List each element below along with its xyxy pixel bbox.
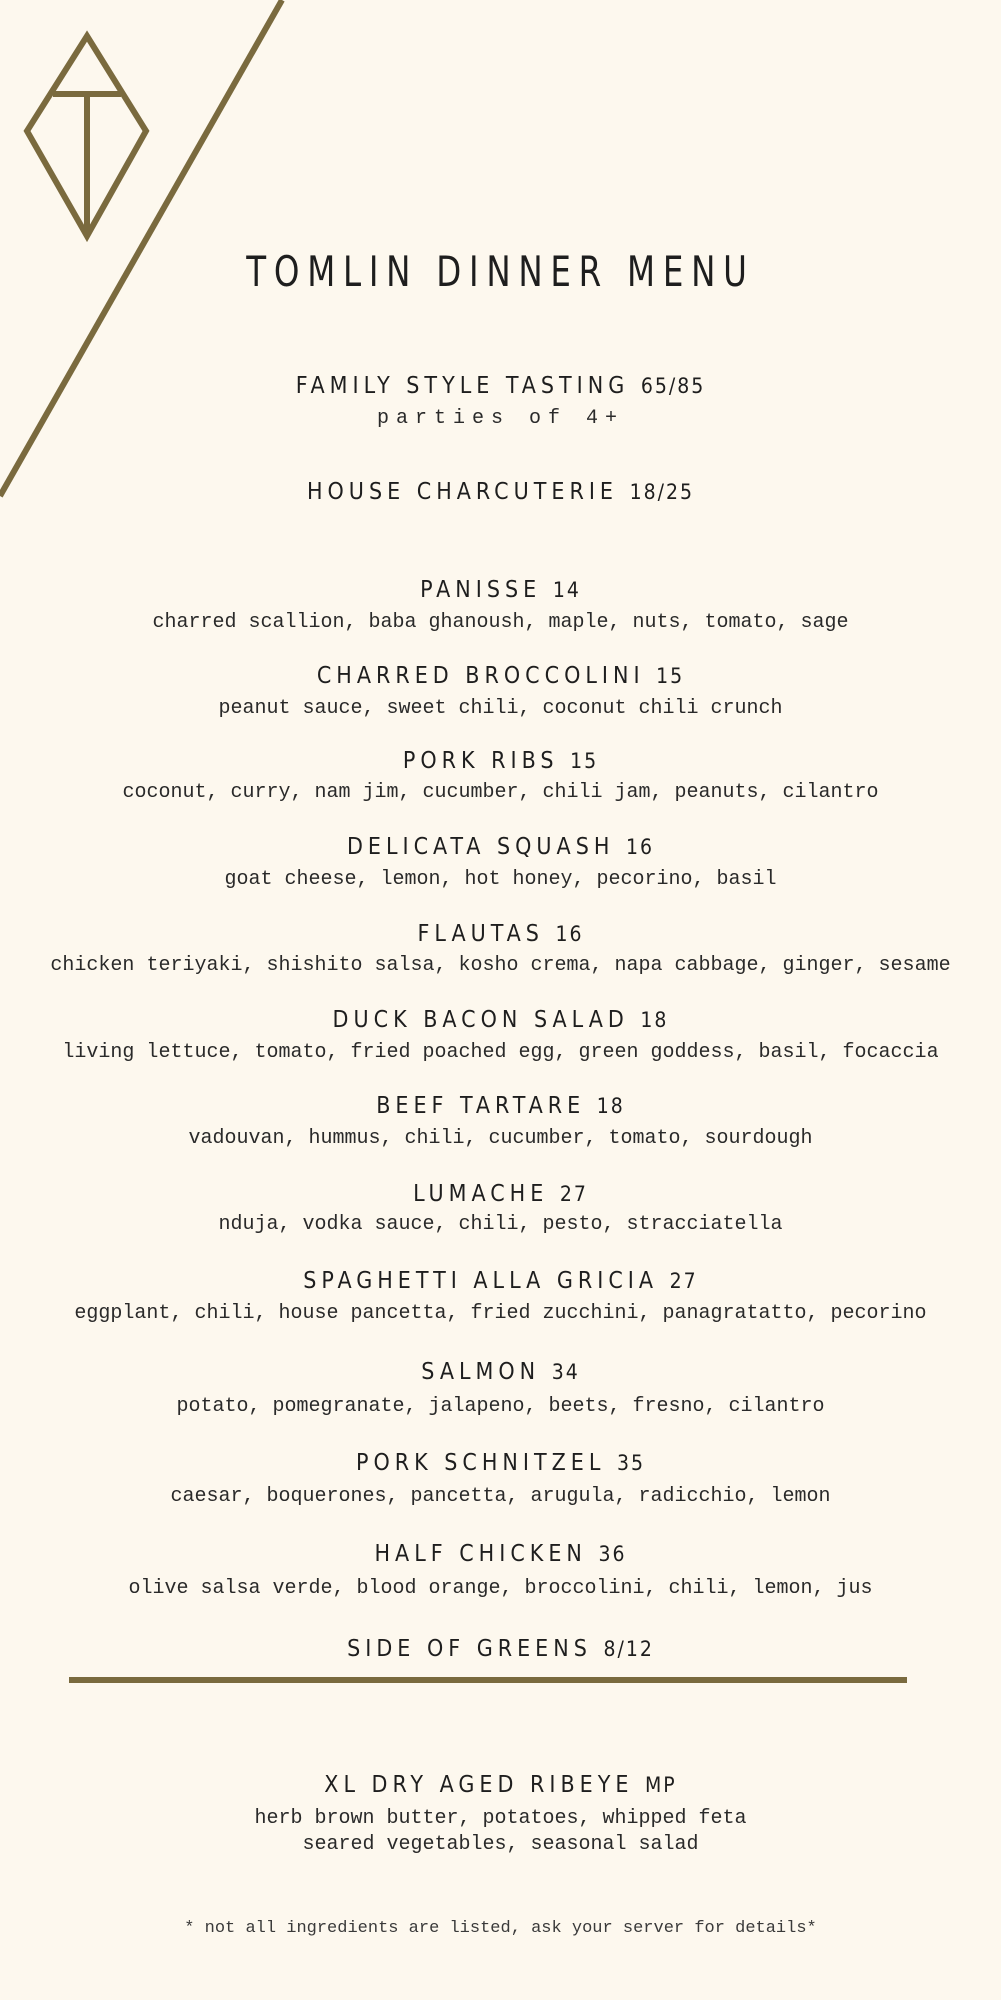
item-name: FLAUTAS [417, 921, 544, 947]
item-name: DELICATA SQUASH [346, 834, 615, 860]
item-description: charred scallion, baba ghanoush, maple, nuts, tomato, sage [152, 611, 849, 634]
item-price: 18 [596, 1094, 625, 1118]
item-name: HALF CHICKEN [374, 1541, 587, 1567]
menu-section-heading [0, 371, 1001, 401]
item-name: SALMON [421, 1359, 541, 1385]
item-price: MP [645, 1773, 677, 1797]
menu-item-heading [0, 1005, 1001, 1035]
section-divider [69, 1677, 907, 1683]
item-name: BEEF TARTARE [376, 1093, 586, 1119]
menu-item-heading [0, 1179, 1001, 1209]
menu-section-heading [0, 477, 1001, 507]
item-name: HOUSE CHARCUTERIE [306, 479, 618, 505]
menu-item-heading [0, 1091, 1001, 1121]
item-name: FAMILY STYLE TASTING [295, 373, 630, 399]
menu-item-heading [0, 832, 1001, 862]
item-name: SIDE OF GREENS [347, 1636, 592, 1662]
item-name: PORK SCHNITZEL [355, 1450, 606, 1476]
item-price: 18 [640, 1008, 669, 1032]
item-name: DUCK BACON SALAD [332, 1007, 629, 1033]
tomlin-logo-icon [27, 36, 146, 236]
menu-item-heading [0, 919, 1001, 949]
footnote: * not all ingredients are listed, ask your server for details* [184, 1919, 817, 1938]
item-price: 16 [555, 922, 584, 946]
menu-item-heading [0, 1448, 1001, 1478]
item-description: coconut, curry, nam jim, cucumber, chili jam, peanuts, cilantro [122, 781, 879, 804]
special-description-line2: seared vegetables, seasonal salad [302, 1833, 699, 1856]
item-name: CHARRED BROCCOLINI [316, 663, 645, 689]
item-description: olive salsa verde, blood orange, broccolini, chili, lemon, jus [128, 1577, 873, 1600]
item-description: nduja, vodka sauce, chili, pesto, stracciatella [218, 1213, 783, 1236]
menu-item-heading [0, 1539, 1001, 1569]
item-description: caesar, boquerones, pancetta, arugula, radicchio, lemon [170, 1485, 831, 1508]
item-price: 36 [598, 1542, 627, 1566]
item-description: living lettuce, tomato, fried poached egg, green goddess, basil, focaccia [62, 1041, 939, 1064]
item-price: 35 [616, 1451, 646, 1475]
menu-item-heading [0, 575, 1001, 605]
item-description: peanut sauce, sweet chili, coconut chili crunch [218, 697, 783, 720]
item-price: 27 [669, 1269, 698, 1293]
item-price: 18/25 [629, 480, 695, 504]
item-name: XL DRY AGED RIBEYE [324, 1772, 634, 1798]
special-item-heading [0, 1770, 1001, 1800]
section-subtitle: parties of 4+ [376, 407, 625, 430]
item-price: 65/85 [640, 374, 706, 398]
item-price: 16 [625, 835, 655, 859]
item-description: potato, pomegranate, jalapeno, beets, fresno, cilantro [176, 1395, 825, 1418]
menu-item-heading [0, 1266, 1001, 1296]
item-name: LUMACHE [413, 1181, 549, 1207]
item-description: chicken teriyaki, shishito salsa, kosho crema, napa cabbage, ginger, sesame [50, 954, 951, 977]
item-price: 14 [552, 578, 581, 602]
item-price: 15 [570, 749, 599, 773]
item-name: PORK RIBS [402, 748, 559, 774]
item-price: 8/12 [603, 1637, 654, 1661]
menu-item-heading [0, 746, 1001, 776]
menu-item-heading [0, 1634, 1001, 1664]
item-name: SPAGHETTI ALLA GRICIA [303, 1268, 659, 1294]
item-description: goat cheese, lemon, hot honey, pecorino, basil [224, 868, 777, 891]
item-description: vadouvan, hummus, chili, cucumber, tomato, sourdough [188, 1127, 813, 1150]
page-title: TOMLIN DINNER MENU [246, 247, 755, 296]
menu-item-heading [0, 661, 1001, 691]
item-description: eggplant, chili, house pancetta, fried zucchini, panagratatto, pecorino [74, 1302, 927, 1325]
item-price: 27 [559, 1182, 588, 1206]
item-name: PANISSE [420, 577, 542, 603]
item-price: 15 [656, 664, 685, 688]
menu-item-heading [0, 1357, 1001, 1387]
special-description-line1: herb brown butter, potatoes, whipped feta [254, 1807, 747, 1830]
item-price: 34 [551, 1360, 580, 1384]
